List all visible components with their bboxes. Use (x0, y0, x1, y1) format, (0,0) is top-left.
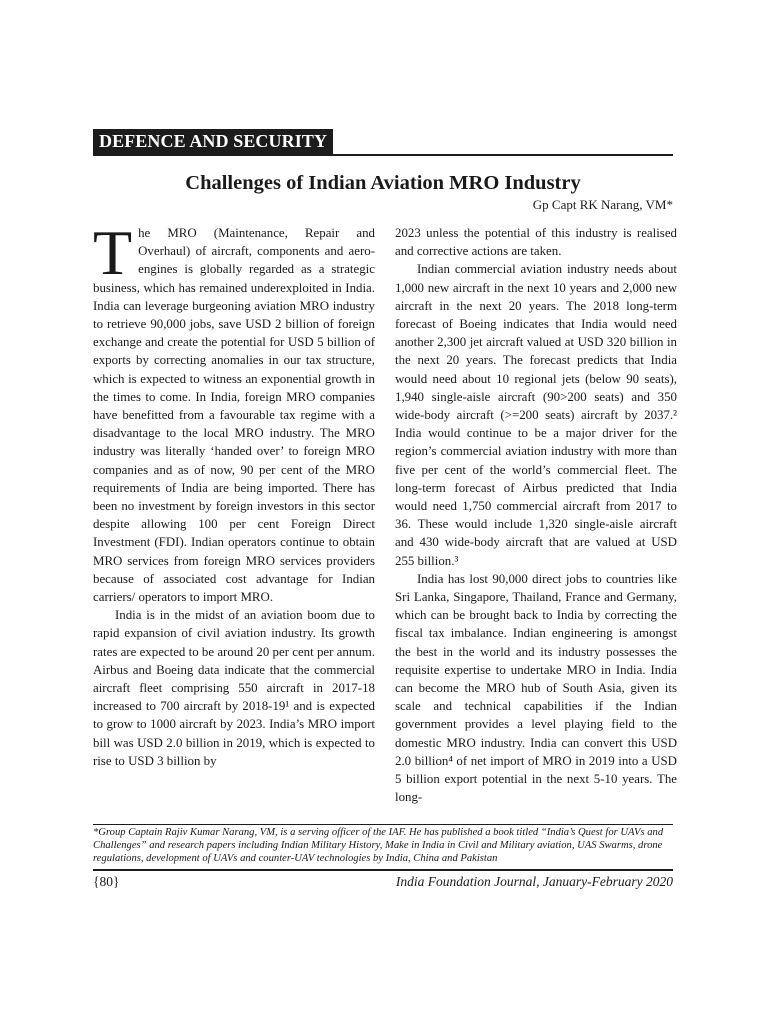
body-column-left (93, 224, 375, 818)
body-column-right (395, 224, 677, 818)
paragraph: 2023 unless the potential of this industry is realised and corrective actions are taken. (395, 226, 677, 259)
paragraph: India is in the midst of an aviation boom due to rapid expansion of civil aviation industry. Its growth rates are expected to be around 20 per cent per annum. Airbus and Boeing data indicate that the commercial aircraft fleet comprising 550 aircraft in 2017-18 increased to 700 aircraft by 2018-19¹ and is expected to grow to 1000 aircraft by 2023. India’s MRO import bill was USD 2.0 billion in 2019, which is expected to rise to USD 3 billion by (93, 608, 375, 768)
paragraph: India has lost 90,000 direct jobs to countries like Sri Lanka, Singapore, Thailand, France and Germany, which can be brought back to India by correcting the fiscal tax imbalance. Indian engineering is amongst the best in the world and its industry possesses the requisite expertise to undertake MRO in India. India can become the MRO hub of South Asia, given its scale and technical capabilities if the Indian government provides a level playing field to the domestic MRO industry. India can convert this USD 2.0 billion⁴ of net import of MRO in 2019 into a USD 5 billion export potential in the next 5-10 years. The long- (395, 571, 677, 805)
section-label: DEFENCE AND SECURITY (93, 129, 333, 154)
author-byline: Gp Capt RK Narang, VM* (532, 197, 673, 212)
journal-name: India Foundation Journal, January-February 2020 (395, 874, 673, 889)
article-title: Challenges of Indian Aviation MRO Industry (185, 172, 581, 194)
author-footnote: *Group Captain Rajiv Kumar Narang, VM, is a serving officer of the IAF. He has published a book titled “India’s Quest for UAVs and Challenges” and research papers including Indian Military History, Make in India in Civil and Military aviation, UAS Swarms, drone regulations, development of UAVs and counter-UAV technologies by India, China and Pakistan (93, 827, 664, 864)
paragraph: Indian commercial aviation industry needs about 1,000 new aircraft in the next 10 years and 2,000 new aircraft in the next 20 years. The 2018 long-term forecast of Boeing indicates that India would need another 2,300 jet aircraft valued at USD 320 billion in the next 20 years. The forecast predicts that India would need about 10 regional jets (below 90 seats), 1,940 single-aisle aircraft (90>200 seats) and 350 wide-body aircraft (>=200 seats) aircraft by 2037.² India would continue to be a major driver for the region’s commercial aviation industry with more than five per cent of the world’s commercial fleet. The long-term forecast of Airbus predicted that India would need 1,750 commercial aircraft from 2017 to 36. These would include 1,320 single-aisle aircraft and 430 wide-body aircraft that are valued at USD 255 billion.³ (395, 262, 677, 568)
footnote-rule (93, 824, 673, 825)
header-rule (93, 154, 673, 156)
drop-cap: T (93, 224, 133, 288)
paragraph: he MRO (Maintenance, Repair and Overhaul) of aircraft, components and aero-engines is globally regarded as a strategic business, which has remained underexploited in India. India can leverage burgeoning aviation MRO industry to retrieve 90,000 jobs, save USD 2 billion of foreign exchange and create the potential for USD 5 billion of exports by correcting anomalies in our tax structure, which is expected to witness an exponential growth in the times to come. In India, foreign MRO companies have benefitted from a favourable tax regime with a disadvantage to the local MRO industry. The MRO industry was literally ‘handed over’ to foreign MRO companies and as of now, 90 per cent of the MRO requirements of India are being imported. There has been no investment by foreign investors in this sector despite allowing 100 per cent Foreign Direct Investment (FDI). Indian operators continue to obtain MRO services from foreign MRO services providers because of associated cost advantage for Indian carriers/ operators to import MRO. (93, 226, 375, 605)
footer-rule (93, 869, 673, 871)
page-number: {80} (93, 874, 120, 889)
